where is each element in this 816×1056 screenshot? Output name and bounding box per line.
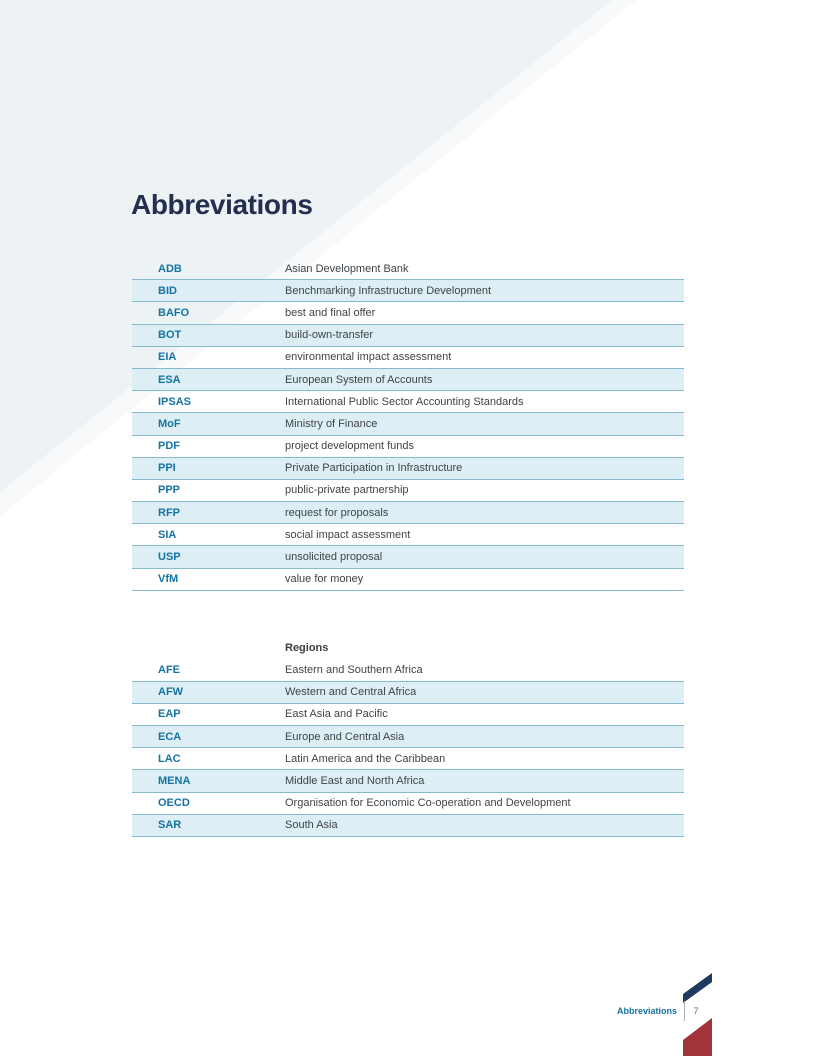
footer-page-number: 7 xyxy=(693,1006,699,1016)
abbreviation-definition: environmental impact assessment xyxy=(285,351,452,364)
table-row xyxy=(132,413,684,435)
table-row xyxy=(132,325,684,347)
regions-group-header: Regions xyxy=(285,642,329,655)
table-row xyxy=(132,815,684,837)
abbreviation-code: BOT xyxy=(158,329,182,342)
abbreviation-code: EIA xyxy=(158,351,177,364)
abbreviation-code: OECD xyxy=(158,797,190,810)
table-row xyxy=(132,280,684,302)
footer-navy-stripe-shape xyxy=(683,973,712,1003)
abbreviation-definition: Asian Development Bank xyxy=(285,262,409,275)
abbreviation-definition: social impact assessment xyxy=(285,528,411,541)
table-row xyxy=(132,502,684,524)
table-row xyxy=(132,659,684,681)
abbreviation-code: AFW xyxy=(158,686,184,699)
abbreviation-definition: Ministry of Finance xyxy=(285,417,378,430)
page-title: Abbreviations xyxy=(131,189,313,220)
table-row xyxy=(132,682,684,704)
abbreviation-definition: public-private partnership xyxy=(285,484,409,497)
abbreviation-definition: build-own-transfer xyxy=(285,329,374,342)
abbreviation-definition: International Public Sector Accounting Standards xyxy=(285,395,524,408)
abbreviations-table xyxy=(132,258,684,591)
abbreviation-code: SAR xyxy=(158,819,182,832)
abbreviation-definition: Organisation for Economic Co-operation and Development xyxy=(285,797,571,810)
abbreviation-definition: Middle East and North Africa xyxy=(285,774,425,787)
abbreviation-code: ECA xyxy=(158,730,182,743)
abbreviation-code: PPP xyxy=(158,484,181,497)
table-row xyxy=(132,436,684,458)
abbreviation-definition: Latin America and the Caribbean xyxy=(285,752,446,765)
abbreviation-definition: value for money xyxy=(285,573,364,586)
table-row xyxy=(132,302,684,324)
abbreviation-definition: request for proposals xyxy=(285,506,389,519)
table-row xyxy=(132,458,684,480)
abbreviation-definition: Europe and Central Asia xyxy=(285,730,405,743)
abbreviation-definition: European System of Accounts xyxy=(285,373,433,386)
regions-header-row xyxy=(132,637,684,659)
table-row xyxy=(132,480,684,502)
abbreviation-definition: Western and Central Africa xyxy=(285,686,417,699)
regions-table xyxy=(132,637,684,837)
table-row xyxy=(132,569,684,591)
table-row xyxy=(132,726,684,748)
abbreviation-code: RFP xyxy=(158,506,180,519)
abbreviation-code: BID xyxy=(158,284,177,297)
table-row xyxy=(132,524,684,546)
abbreviation-code: LAC xyxy=(158,752,181,765)
abbreviation-code: USP xyxy=(158,551,181,564)
abbreviation-definition: unsolicited proposal xyxy=(285,551,383,564)
table-row xyxy=(132,391,684,413)
abbreviation-code: IPSAS xyxy=(158,395,192,408)
abbreviation-code: MoF xyxy=(158,417,181,430)
table-row xyxy=(132,369,684,391)
abbreviation-code: ADB xyxy=(158,262,182,275)
abbreviation-code: EAP xyxy=(158,708,181,721)
abbreviation-code: ESA xyxy=(158,373,181,386)
abbreviation-code: AFE xyxy=(158,663,180,676)
abbreviation-definition: best and final offer xyxy=(285,306,376,319)
footer-section-label: Abbreviations xyxy=(616,1006,677,1016)
abbreviation-definition: South Asia xyxy=(285,819,338,832)
table-row xyxy=(132,704,684,726)
footer-red-corner-shape xyxy=(683,1018,712,1056)
table-row xyxy=(132,793,684,815)
abbreviation-definition: Private Participation in Infrastructure xyxy=(285,462,463,475)
abbreviation-definition: Eastern and Southern Africa xyxy=(285,663,423,676)
abbreviation-definition: Benchmarking Infrastructure Development xyxy=(285,284,492,297)
abbreviation-definition: East Asia and Pacific xyxy=(285,708,388,721)
abbreviation-definition: project development funds xyxy=(285,440,415,453)
table-row xyxy=(132,770,684,792)
table-row xyxy=(132,546,684,568)
table-row xyxy=(132,258,684,280)
table-row xyxy=(132,748,684,770)
abbreviation-code: PDF xyxy=(158,440,180,453)
abbreviation-code: PPI xyxy=(158,462,176,475)
table-row xyxy=(132,347,684,369)
footer-divider-line xyxy=(684,1001,685,1021)
abbreviation-code: BAFO xyxy=(158,306,190,319)
abbreviation-code: VfM xyxy=(158,573,179,586)
abbreviation-code: MENA xyxy=(158,774,191,787)
abbreviation-code: SIA xyxy=(158,528,177,541)
